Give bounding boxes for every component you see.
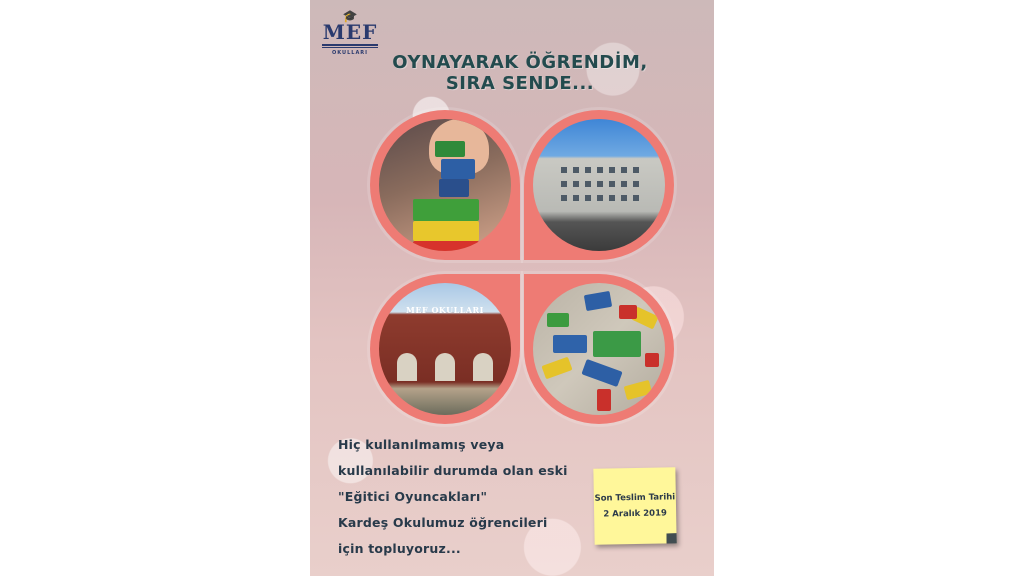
photo-stacking-blocks xyxy=(379,119,511,251)
block-green-2 xyxy=(547,313,569,327)
logo-divider-thin xyxy=(322,47,378,48)
logo-divider xyxy=(322,44,378,46)
block-green xyxy=(435,141,465,157)
block-green xyxy=(593,331,641,357)
deadline-sticky-note xyxy=(593,467,676,544)
photo-mef-building xyxy=(379,283,511,415)
block-red-3 xyxy=(645,353,659,367)
block-blue xyxy=(441,159,475,179)
window xyxy=(621,195,627,201)
block-blue-2 xyxy=(553,335,587,353)
deadline-label: Son Teslim Tarihi xyxy=(594,492,676,504)
window xyxy=(573,167,579,173)
building-arch xyxy=(397,353,417,381)
window xyxy=(597,195,603,201)
block-blue-2 xyxy=(439,179,469,197)
message-line-4: Kardeş Okulumuz öğrencileri xyxy=(338,515,548,530)
headline-line-1: OYNAYARAK ÖĞRENDİM, xyxy=(392,52,648,73)
window xyxy=(597,181,603,187)
window xyxy=(573,181,579,187)
window xyxy=(561,195,567,201)
block-yellow-2 xyxy=(541,357,572,380)
window xyxy=(621,181,627,187)
block-yellow xyxy=(413,221,479,241)
window xyxy=(633,181,639,187)
block-red xyxy=(413,241,479,251)
window xyxy=(585,181,591,187)
photo-school-building xyxy=(533,119,665,251)
deadline-date: 2 Aralık 2019 xyxy=(603,508,667,520)
block-red xyxy=(619,305,637,319)
block-blue-3 xyxy=(581,359,622,387)
donation-message xyxy=(338,432,568,562)
petal-bottom-right xyxy=(524,274,674,424)
window xyxy=(633,167,639,173)
petal-top-right xyxy=(524,110,674,260)
window xyxy=(609,181,615,187)
window xyxy=(585,167,591,173)
block-blue xyxy=(584,291,612,311)
building-arch xyxy=(435,353,455,381)
message-line-1: Hiç kullanılmamış veya xyxy=(338,437,505,452)
window xyxy=(585,195,591,201)
petal-bottom-left xyxy=(370,274,520,424)
message-line-5: için topluyoruz... xyxy=(338,541,461,556)
block-yellow-3 xyxy=(624,380,653,400)
poster xyxy=(310,0,714,576)
headline-line-2: SIRA SENDE... xyxy=(445,73,595,94)
petal-top-left xyxy=(370,110,520,260)
photo-scattered-blocks xyxy=(533,283,665,415)
building-sign: MEF OKULLARI xyxy=(406,305,484,315)
logo-subtitle: OKULLARI xyxy=(331,50,369,56)
mef-logo xyxy=(318,10,382,56)
graduation-cap-icon: 🎓 xyxy=(342,9,358,23)
building-arch xyxy=(473,353,493,381)
headline xyxy=(380,52,660,94)
block-green-2 xyxy=(413,199,479,221)
window xyxy=(633,195,639,201)
window xyxy=(561,167,567,173)
window xyxy=(609,167,615,173)
window xyxy=(621,167,627,173)
message-line-3: "Eğitici Oyuncakları" xyxy=(338,489,488,504)
block-red-2 xyxy=(597,389,611,411)
window xyxy=(561,181,567,187)
window xyxy=(609,195,615,201)
window xyxy=(573,195,579,201)
message-line-2: kullanılabilir durumda olan eski xyxy=(338,463,568,478)
logo-wordmark: MEF xyxy=(322,20,378,44)
window xyxy=(597,167,603,173)
